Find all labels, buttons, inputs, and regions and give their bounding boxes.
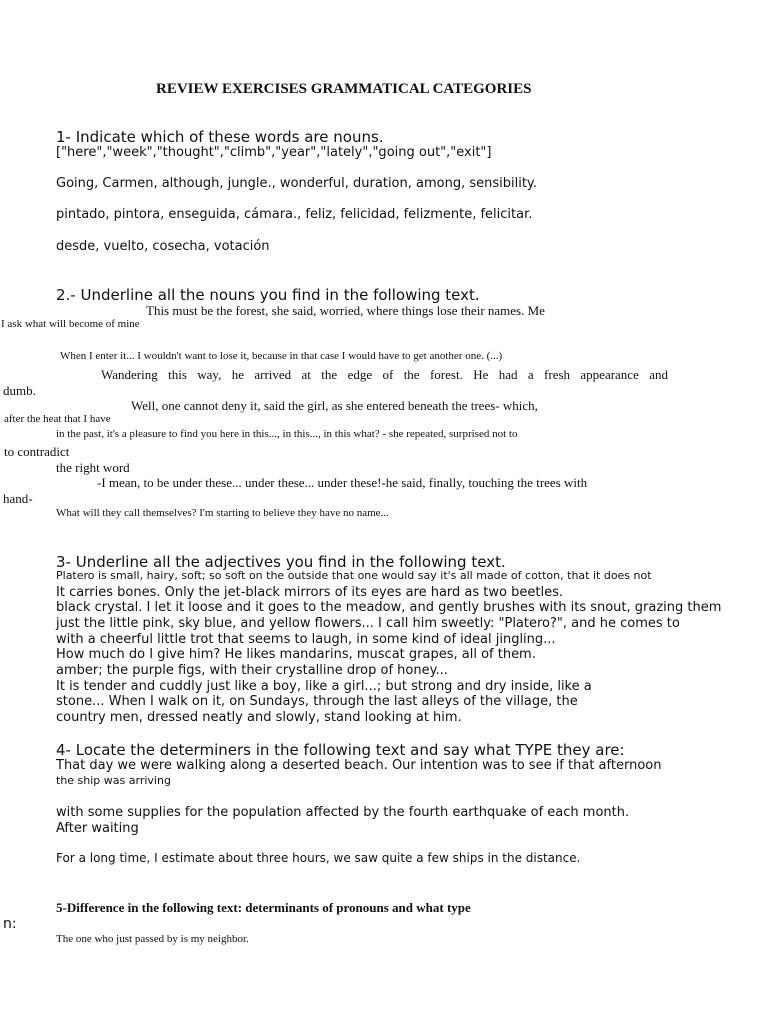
document-title: REVIEW EXERCISES GRAMMATICAL CATEGORIES bbox=[156, 81, 532, 97]
section-2-line: dumb. bbox=[3, 383, 36, 398]
section-3-line: just the little pink, sky blue, and yellow flowers... I call him sweetly: "Platero?", and he comes to bbox=[56, 616, 680, 631]
section-5-line: n: bbox=[3, 916, 17, 932]
section-3-line: Platero is small, hairy, soft; so soft on the outside that one would say it's all made of cotton, that it does not bbox=[56, 569, 652, 582]
section-2-line: Well, one cannot deny it, said the girl, as she entered beneath the trees- which, bbox=[131, 398, 538, 413]
section-2-line: What will they call themselves? I'm starting to believe they have no name... bbox=[56, 507, 389, 519]
section-2-line: This must be the forest, she said, worried, where things lose their names. Me bbox=[146, 303, 545, 318]
section-4-heading: 4- Locate the determiners in the following text and say what TYPE they are: bbox=[56, 741, 625, 759]
section-1-heading: 1- Indicate which of these words are nouns. bbox=[56, 128, 384, 146]
section-2-line: the right word bbox=[56, 460, 130, 475]
section-4-line: For a long time, I estimate about three hours, we saw quite a few ships in the distance. bbox=[56, 851, 581, 865]
section-1-line: Going, Carmen, although, jungle., wonderful, duration, among, sensibility. bbox=[56, 176, 537, 191]
section-2-line: I ask what will become of mine bbox=[1, 318, 140, 330]
section-3-line: with a cheerful little trot that seems to laugh, in some kind of ideal jingling... bbox=[56, 632, 556, 647]
section-3-line: black crystal. I let it loose and it goes to the meadow, and gently brushes with its snout, grazing them bbox=[56, 600, 722, 615]
section-3-line: It is tender and cuddly just like a boy, like a girl...; but strong and dry inside, like a bbox=[56, 679, 592, 694]
section-4-line: with some supplies for the population affected by the fourth earthquake of each month. bbox=[56, 805, 630, 820]
section-2-heading: 2.- Underline all the nouns you find in the following text. bbox=[56, 286, 480, 304]
section-1-line: desde, vuelto, cosecha, votación bbox=[56, 239, 270, 254]
section-4-line: That day we were walking along a deserted beach. Our intention was to see if that afternoon bbox=[56, 758, 662, 773]
section-3-line: How much do I give him? He likes mandarins, muscat grapes, all of them. bbox=[56, 647, 536, 662]
section-2-line: -I mean, to be under these... under these... under these!-he said, finally, touching the trees with bbox=[97, 475, 588, 490]
section-3-heading: 3- Underline all the adjectives you find in the following text. bbox=[56, 553, 506, 571]
section-1-line: pintado, pintora, enseguida, cámara., feliz, felicidad, felizmente, felicitar. bbox=[56, 207, 533, 222]
section-3-line: amber; the purple figs, with their crystalline drop of honey... bbox=[56, 663, 448, 678]
section-1-line: ["here","week","thought","climb","year","lately","going out","exit"] bbox=[56, 145, 492, 160]
section-2-line: in the past, it's a pleasure to find you here in this..., in this..., in this what? - she repeated, surprised not to bbox=[56, 428, 518, 440]
section-2-line: hand- bbox=[3, 491, 33, 506]
section-5-line: The one who just passed by is my neighbor. bbox=[56, 933, 249, 945]
section-2-line: When I enter it... I wouldn't want to lose it, because in that case I would have to get another one. (...) bbox=[60, 350, 503, 362]
section-2-line: Wandering this way, he arrived at the edge of the forest. He had a fresh appearance and bbox=[101, 367, 668, 382]
section-3-line: It carries bones. Only the jet-black mirrors of its eyes are hard as two beetles. bbox=[56, 585, 563, 600]
section-3-line: stone... When I walk on it, on Sundays, through the last alleys of the village, the bbox=[56, 694, 578, 709]
section-5-heading: 5-Difference in the following text: determinants of pronouns and what type bbox=[56, 900, 471, 915]
section-4-line: the ship was arriving bbox=[56, 774, 171, 787]
section-2-line: to contradict bbox=[4, 444, 70, 459]
section-2-line: after the heat that I have bbox=[4, 413, 111, 425]
section-4-line: After waiting bbox=[56, 821, 139, 836]
section-3-line: country men, dressed neatly and slowly, stand looking at him. bbox=[56, 710, 462, 725]
